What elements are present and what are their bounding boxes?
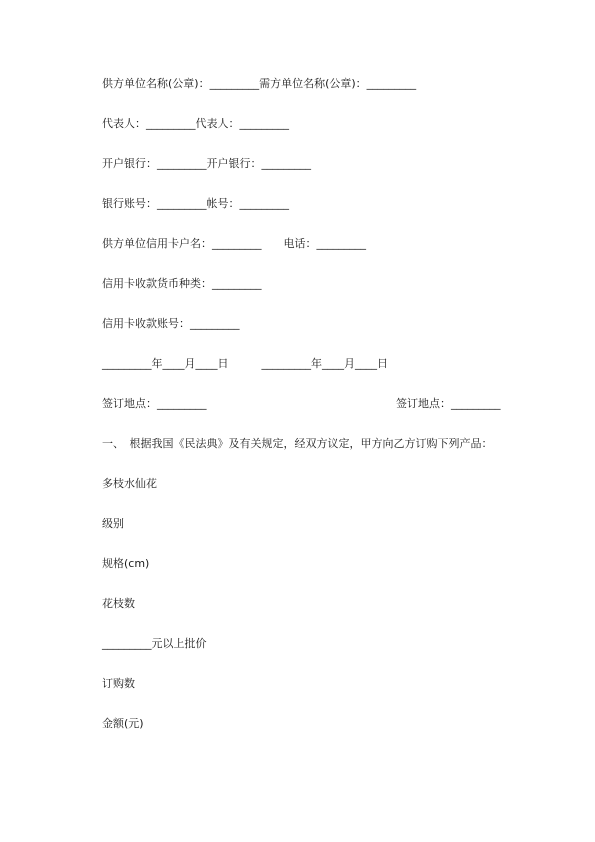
product-name: 多枝水仙花	[102, 477, 157, 490]
supplier-buyer-name-line: 供方单位名称(公章)：_________需方单位名称(公章)：_________	[102, 77, 417, 90]
grade-label: 级别	[102, 517, 124, 530]
stem-count-label: 花枝数	[102, 597, 135, 610]
sign-place-right: 签订地点：_________	[396, 397, 501, 410]
card-holder-phone-line: 供方单位信用卡户名：_________ 电话：_________	[102, 237, 366, 250]
sign-place-left: 签订地点：_________	[102, 397, 207, 410]
spec-label: 规格(cm)	[102, 557, 150, 570]
card-currency-line: 信用卡收款货币种类：_________	[102, 277, 262, 290]
representative-line: 代表人：_________代表人：_________	[102, 117, 289, 130]
clause-one: 一、 根据我国《民法典》及有关规定，经双方议定，甲方向乙方订购下列产品：	[102, 437, 493, 450]
account-number-line: 银行账号：_________帐号：_________	[102, 197, 289, 210]
wholesale-price-line: _________元以上批价	[102, 637, 207, 650]
order-quantity-label: 订购数	[102, 677, 135, 690]
amount-label: 金额(元)	[102, 717, 144, 730]
bank-line: 开户银行：_________开户银行：_________	[102, 157, 311, 170]
date-line: _________年____月____日 _________年____月____日	[102, 357, 388, 370]
card-account-line: 信用卡收款账号：_________	[102, 317, 240, 330]
